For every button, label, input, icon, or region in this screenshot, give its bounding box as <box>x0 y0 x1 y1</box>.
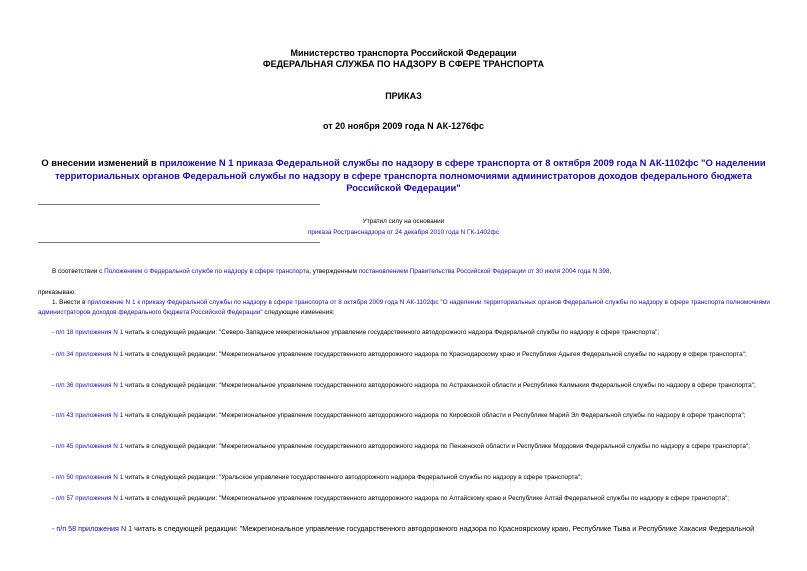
top-divider <box>38 204 320 205</box>
change-item: - п/п 58 приложения N 1 читать в следующей редакции: "Межрегиональное управление государственного автодорожного надзора по Красноярскому краю, Республике Тыва и Республике Хакасия Федеральной <box>52 524 755 533</box>
lost-force-note: Утратил силу на основании <box>362 218 445 225</box>
point-link[interactable]: - п/п 45 <box>52 443 74 450</box>
lost-force-link-line <box>200 228 607 237</box>
lost-force-link[interactable]: приказа Ространснадзора от 24 декабря 2010 года N ГК-1402фс <box>307 229 500 236</box>
change-item: - п/п 36 приложения N 1 читать в следующей редакции: "Межрегиональное управление государственного автодорожного надзора по Астраханской области и Республике Калмыкия Федеральной службы по надзору в сфере транспорта"; <box>52 382 756 389</box>
title-prefix: О внесении изменений в <box>41 157 160 168</box>
appendix-ref-link[interactable]: приложения N 1 <box>75 382 124 389</box>
appendix-ref-link[interactable]: приложения N 1 <box>78 524 133 533</box>
appendix-ref-link[interactable]: приложения N 1 <box>75 412 124 419</box>
appendix-ref-link[interactable]: приложения N 1 <box>75 443 124 450</box>
appendix-ref-link[interactable]: приложения N 1 <box>75 351 124 358</box>
order-title-link[interactable]: "О наделении территориальных органов Федеральной службы по надзору в сфере транспорта полномочиями администраторов доходов федерального бюджета Российской Федерации" <box>38 299 771 316</box>
appendix-ref-link[interactable]: приложения N 1 <box>75 329 124 336</box>
doc-type-heading: ПРИКАЗ <box>385 91 422 101</box>
appendix-link[interactable]: приложение N 1 к приказу Федеральной службы по надзору в сфере транспорта от 8 октября 2009 года N АК-1102фс <box>87 299 439 306</box>
bottom-divider <box>38 242 320 243</box>
title-link[interactable]: приложение N 1 приказа Федеральной службы по надзору в сфере транспорта от 8 октября 2009 года N АК-1102фс "О наделении территориальных органов Федеральной службы по надзору в сфере транспорта полномочиями администраторов доходов федерального бюджета Российской Федерации" <box>55 157 766 193</box>
intro-paragraph: В соответствии с Положением о Федеральной службе по надзору в сфере транспорта, утвержденным постановлением Правительства Российской Федерации от 30 июля 2004 года N 398, <box>52 268 612 275</box>
change-item: - п/п 43 приложения N 1 читать в следующей редакции: "Межрегиональное управление государственного автодорожного надзора по Кировской области и Республике Марий Эл Федеральной службы по надзору в сфере транспорта"; <box>52 412 746 419</box>
date-number-heading: от 20 ноября 2009 года N АК-1276фс <box>322 121 485 131</box>
point-link[interactable]: - п/п 58 <box>52 524 77 533</box>
change-item: - п/п 34 приложения N 1 читать в следующей редакции: "Межрегиональное управление государственного автодорожного надзора по Краснодарскому краю и Республике Адыгея Федеральной службы по надзору в сфере транспорта"; <box>52 351 747 358</box>
point-link[interactable]: - п/п 57 <box>52 495 74 502</box>
change-item: - п/п 50 приложения N 1 читать в следующей редакции: "Уральское управление государственного автодорожного надзора Федеральной службы по надзору в сфере транспорта"; <box>52 474 582 481</box>
appendix-ref-link[interactable]: приложения N 1 <box>75 474 124 481</box>
point-link[interactable]: - п/п 34 <box>52 351 74 358</box>
change-item: - п/п 18 приложения N 1 читать в следующей редакции: "Северо-Западное межрегиональное управление государственного автодорожного надзора Федеральной службы по надзору в сфере транспорта"; <box>52 329 660 336</box>
point-link[interactable]: - п/п 18 <box>52 329 74 336</box>
point-link[interactable]: - п/п 43 <box>52 412 74 419</box>
item-1-paragraph: 1. Внести в приложение N 1 к приказу Федеральной службы по надзору в сфере транспорта от 8 октября 2009 года N АК-1102фс "О наделении территориальных органов Федеральной службы по надзору в сфере транспорта полномочиями администраторов доходов федерального бюджета Российской Федерации" следующие изменения: <box>38 299 771 316</box>
order-word: приказываю: <box>38 289 76 296</box>
point-link[interactable]: - п/п 50 <box>52 474 74 481</box>
change-item: - п/п 57 приложения N 1 читать в следующей редакции: "Межрегиональное управление государственного автодорожного надзора по Алтайскому краю и Республике Алтай Федеральной службы по надзору в сфере транспорта"; <box>52 495 730 502</box>
appendix-ref-link[interactable]: приложения N 1 <box>75 495 124 502</box>
change-item: - п/п 45 приложения N 1 читать в следующей редакции: "Межрегиональное управление государственного автодорожного надзора по Пензенской области и Республике Мордовия Федеральной службы по надзору в сфере транспорта"; <box>52 443 750 450</box>
document-title <box>30 157 777 195</box>
ministry-heading: Министерство транспорта Российской Федерации <box>290 48 517 58</box>
regulation-link[interactable]: Положением о Федеральной службе по надзору в сфере транспорта <box>104 268 310 275</box>
government-resolution-link[interactable]: постановлением Правительства Российской Федерации от 30 июля 2004 года N 398 <box>358 268 610 275</box>
service-heading: ФЕДЕРАЛЬНАЯ СЛУЖБА ПО НАДЗОРУ В СФЕРЕ ТРАНСПОРТА <box>262 59 545 69</box>
point-link[interactable]: - п/п 36 <box>52 382 74 389</box>
